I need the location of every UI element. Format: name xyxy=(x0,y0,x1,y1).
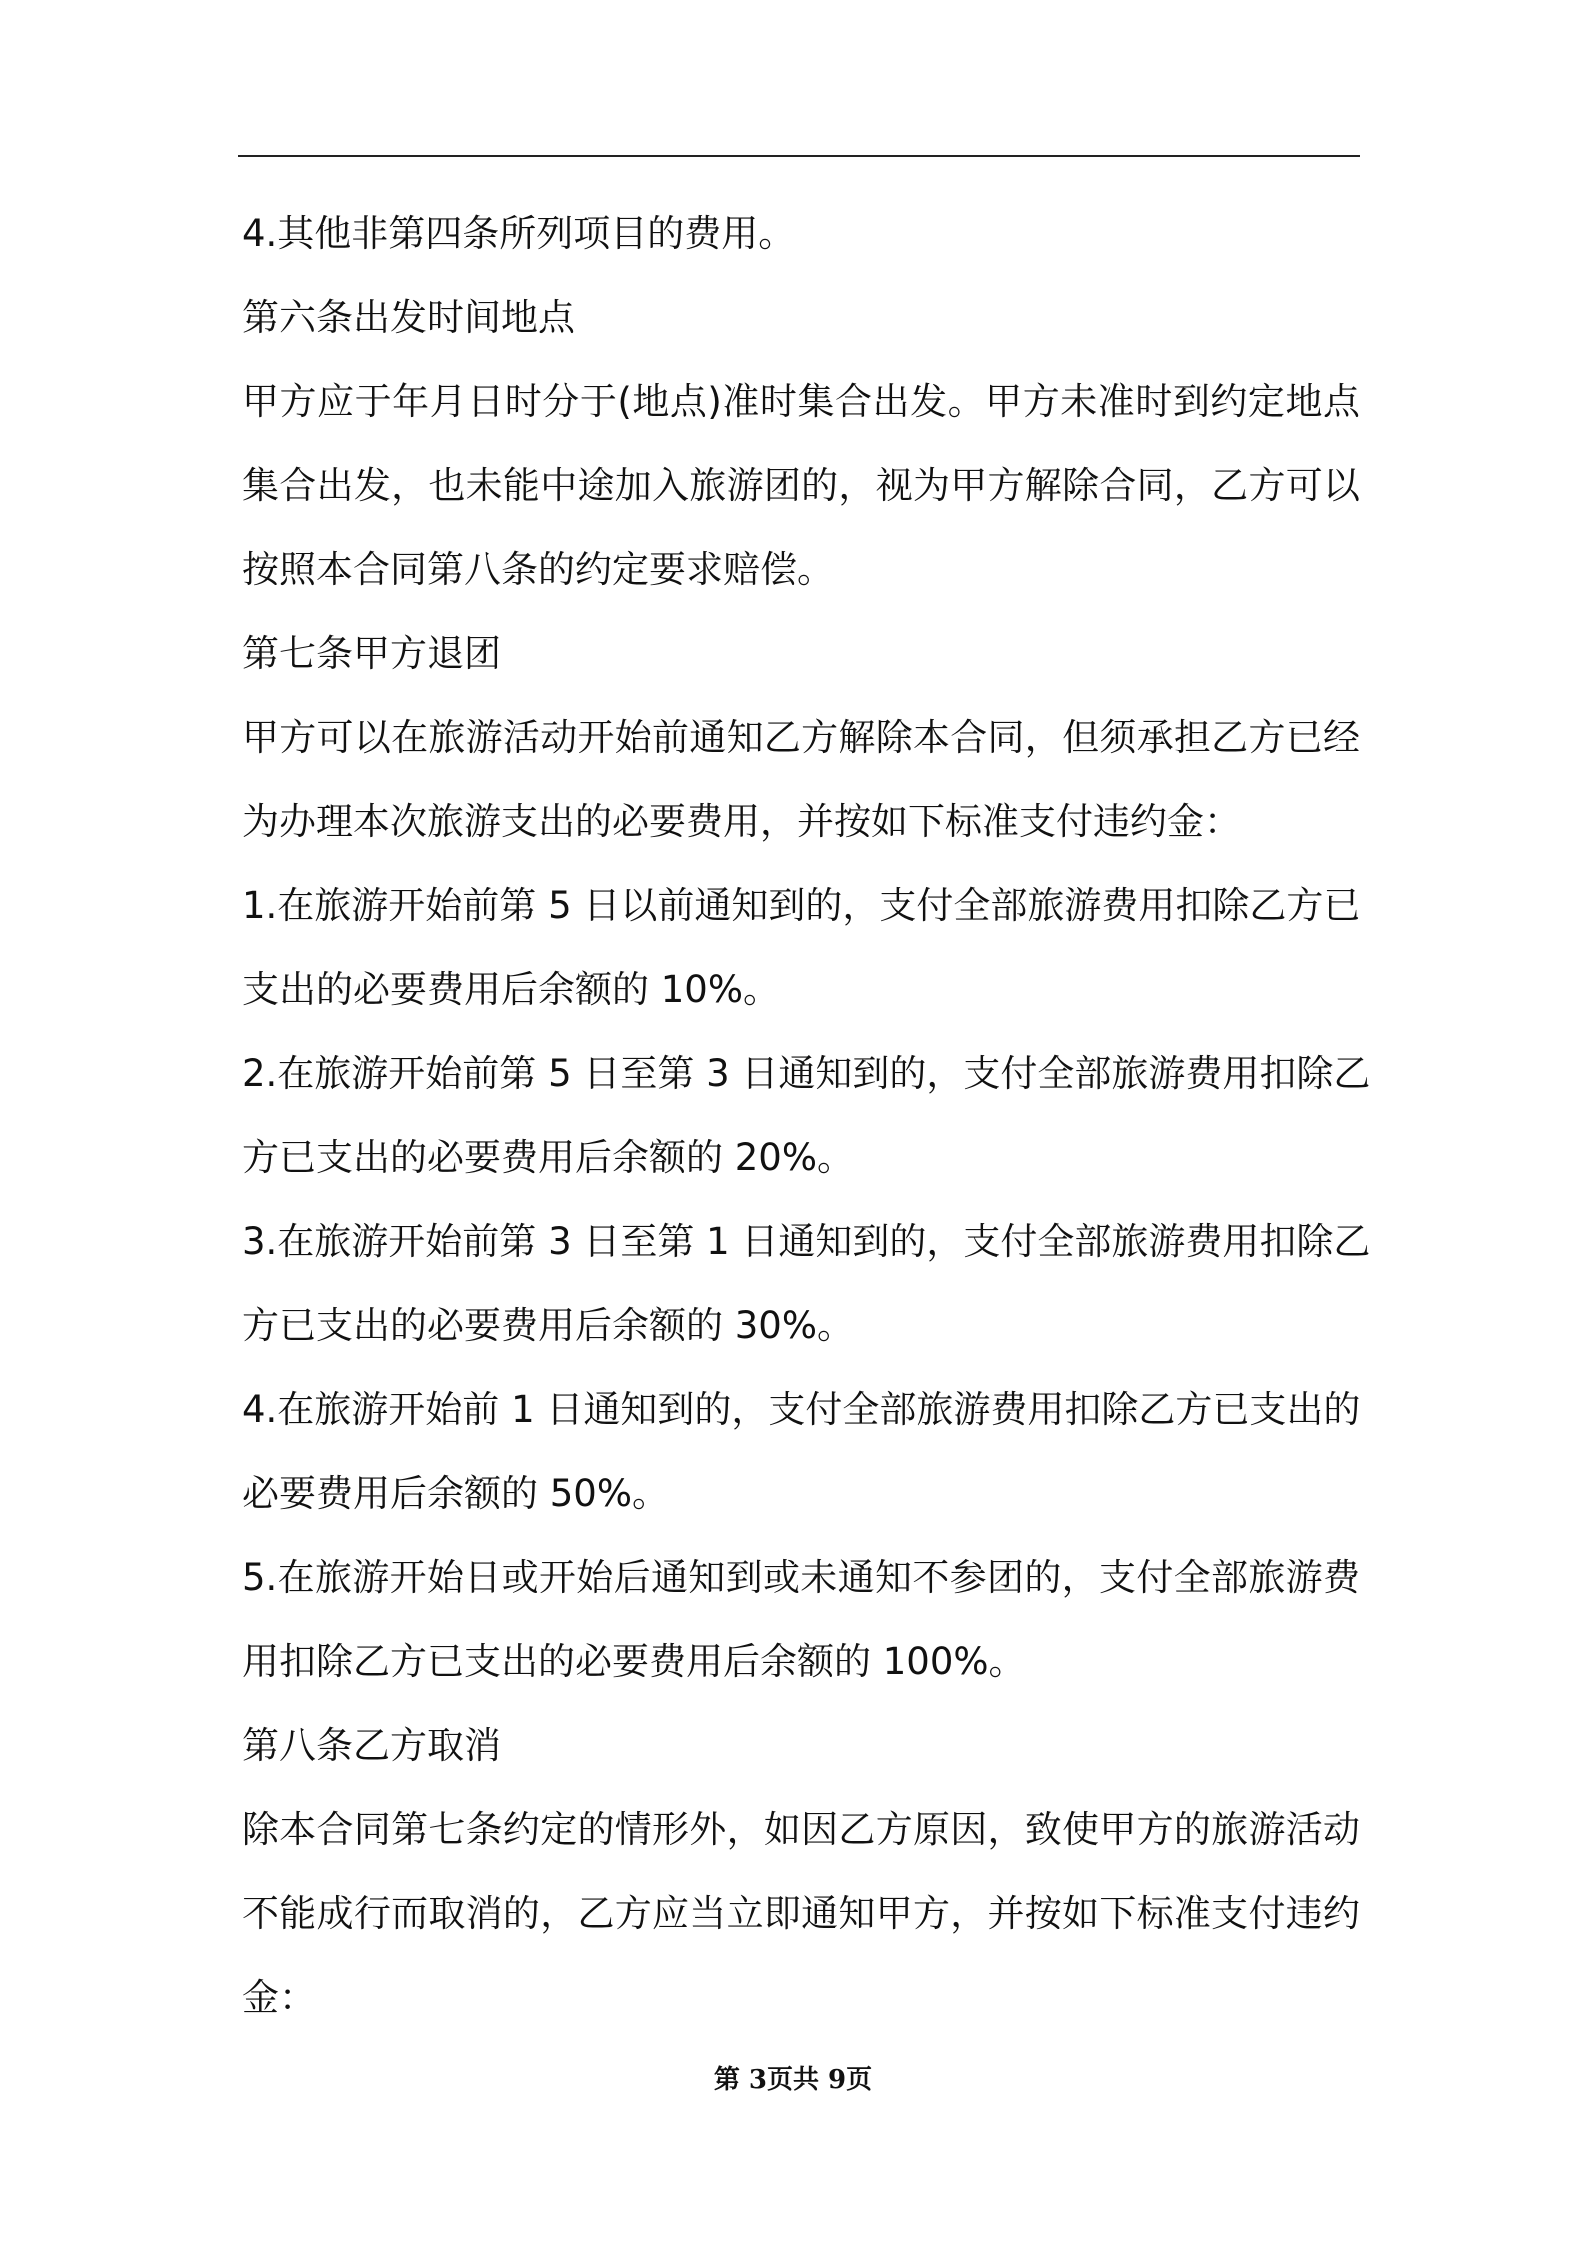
text-line: 甲方应于年月日时分于(地点)准时集合出发。甲方未准时到约定地点 xyxy=(242,380,1360,423)
text-line: 4.其他非第四条所列项目的费用。 xyxy=(242,212,796,255)
text-line: 按照本合同第八条的约定要求赔偿。 xyxy=(242,548,834,591)
text-line: 不能成行而取消的，乙方应当立即通知甲方，并按如下标准支付违约 xyxy=(242,1892,1360,1935)
text-line: 方已支出的必要费用后余额的 30%。 xyxy=(242,1304,854,1347)
section-heading: 第八条乙方取消 xyxy=(242,1724,501,1767)
text-line: 金： xyxy=(242,1976,316,2019)
text-line: 5.在旅游开始日或开始后通知到或未通知不参团的，支付全部旅游费 xyxy=(242,1556,1360,1599)
section-heading: 第七条甲方退团 xyxy=(242,632,501,675)
text-line: 必要费用后余额的 50%。 xyxy=(242,1472,669,1515)
section-heading: 第六条出发时间地点 xyxy=(242,296,575,339)
text-line: 支出的必要费用后余额的 10%。 xyxy=(242,968,780,1011)
text-line: 4.在旅游开始前 1 日通知到的，支付全部旅游费用扣除乙方已支出的 xyxy=(242,1388,1361,1431)
text-line: 2.在旅游开始前第 5 日至第 3 日通知到的，支付全部旅游费用扣除乙 xyxy=(242,1052,1371,1095)
document-body xyxy=(242,192,1371,2040)
text-line: 除本合同第七条约定的情形外，如因乙方原因，致使甲方的旅游活动 xyxy=(242,1808,1360,1851)
text-line: 集合出发，也未能中途加入旅游团的，视为甲方解除合同，乙方可以 xyxy=(242,464,1360,507)
text-line: 3.在旅游开始前第 3 日至第 1 日通知到的，支付全部旅游费用扣除乙 xyxy=(242,1220,1371,1263)
text-line: 为办理本次旅游支出的必要费用，并按如下标准支付违约金： xyxy=(242,800,1241,843)
text-line: 1.在旅游开始前第 5 日以前通知到的，支付全部旅游费用扣除乙方已 xyxy=(242,884,1361,927)
text-line: 用扣除乙方已支出的必要费用后余额的 100%。 xyxy=(242,1640,1026,1683)
header-rule xyxy=(238,155,1360,157)
page-number: 第 3页共 9页 xyxy=(713,2065,873,2095)
text-line: 方已支出的必要费用后余额的 20%。 xyxy=(242,1136,854,1179)
text-line: 甲方可以在旅游活动开始前通知乙方解除本合同，但须承担乙方已经 xyxy=(242,716,1360,759)
